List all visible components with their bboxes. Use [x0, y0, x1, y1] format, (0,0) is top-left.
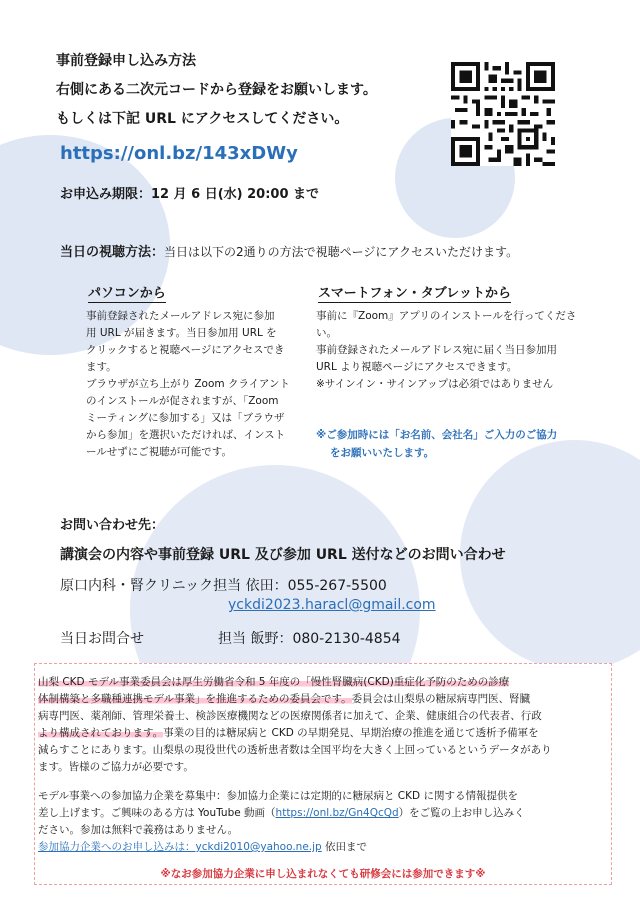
pc-section-title: パソコンから: [88, 282, 166, 303]
contact-subheading: 講演会の内容や事前登録 URL 及び参加 URL 送付などのお問い合わせ: [60, 547, 506, 563]
notice-text: [38, 674, 608, 883]
mobile-note-line2: をお願いいたします。: [330, 447, 435, 459]
contact-heading: お問い合わせ先：: [60, 518, 165, 533]
pc-line: のインストールが促されますが、「Zoom: [86, 395, 279, 407]
notice-line: 病専門医、薬剤師、管理栄養士、検診医療機関などの医療関係者に加えて、企業、健康組合の代表者、行政: [38, 710, 542, 722]
notice-text-span: ）をご覧の上お申し込みく: [398, 807, 525, 819]
viewing-method: [60, 241, 518, 260]
mobile-line: 事前登録されたメールアドレス宛に届く当日参加用: [316, 344, 557, 356]
contact-clinic: 原口内科・腎クリニック担当 依田：055-267-5500: [60, 578, 387, 594]
day-contact-person: 担当 飯野：080-2130-4854: [218, 631, 401, 647]
pc-line: 用 URL が届きます。当日参加用 URL を: [86, 327, 277, 339]
notice-text-span: 事業の目的は糖尿病と CKD の早期発見、早期治療の推進を通じて透析予備軍を: [163, 727, 539, 739]
mobile-line: URL より視聴ページにアクセスできます。: [316, 361, 518, 373]
pc-line: ールせずにご視聴が可能です。: [86, 446, 232, 458]
viewing-label: 当日の視聴方法：: [60, 245, 165, 260]
youtube-link[interactable]: https://onl.bz/Gn4QcQd: [275, 807, 399, 819]
notice-line: モデル事業への参加協力企業を募集中：参加協力企業には定期的に糖尿病と CKD に関する情報提供を: [38, 790, 518, 802]
registration-url[interactable]: https://onl.bz/143xDWy: [60, 143, 298, 164]
mobile-note-line1: ※ご参加時には「お名前、会社名」ご入力のご協力: [316, 429, 558, 441]
notice-highlight: より構成されております。: [38, 727, 164, 739]
notice-line: ださい。参加は無料で義務はありません。: [38, 824, 239, 836]
notice-highlight: 体制構築と多職種連携モデル事業」を推進するための委員会です。: [38, 693, 352, 705]
pc-line: クリックすると視聴ページにアクセスでき: [86, 344, 285, 356]
contact-email[interactable]: yckdi2023.haracl@gmail.com: [228, 597, 436, 613]
mobile-instructions: [316, 308, 596, 393]
notice-line: 減らすことにあります。山梨県の現役世代の透析患者数は全国平均を大きく上回っているというデータがあり: [38, 744, 552, 756]
deadline: [60, 183, 319, 202]
registration-line2: もしくは下記 URL にアクセスしてください。: [56, 111, 349, 127]
notice-highlight: 山梨 CKD モデル事業委員会は厚生労働省令和 5 年度の「慢性腎臓病(CKD)重症化予防のための診療: [38, 676, 510, 688]
qr-code[interactable]: [451, 62, 555, 166]
footer-note: ※なお参加協力企業に申し込まれなくても研修会には参加できます※: [160, 868, 486, 880]
notice-line: ます。皆様のご協力が必要です。: [38, 761, 194, 773]
registration-line1: 右側にある二次元コードから登録をお願いします。: [56, 82, 377, 98]
registration-heading: 事前登録申し込み方法: [56, 53, 196, 69]
pc-line: ブラウザが立ち上がり Zoom クライアント: [86, 378, 290, 390]
viewing-text: 当日は以下の2通りの方法で視聴ページにアクセスいただけます。: [164, 245, 519, 259]
mobile-note: [316, 426, 557, 462]
apply-suffix: 依田まで: [321, 841, 368, 853]
deadline-label: お申込み期限：: [60, 187, 152, 202]
mobile-line: 事前に『Zoom』アプリのインストールを行ってくださ: [316, 310, 577, 322]
deadline-value: 12 月 6 日(水) 20:00 まで: [151, 187, 320, 202]
mobile-section-title: スマートフォン・タブレットから: [318, 282, 511, 303]
pc-line: から参加」を選択いただければ、インスト: [86, 429, 286, 441]
apply-link[interactable]: 参加協力企業へのお申し込みは：yckdi2010@yahoo.ne.jp: [38, 841, 322, 853]
pc-instructions: [86, 308, 306, 461]
pc-line: ます。: [86, 361, 117, 373]
mobile-line: い。: [316, 327, 337, 339]
notice-text-span: 委員会は山梨県の糖尿病専門医、腎臓: [351, 693, 531, 705]
pc-line: ミーティングに参加する」又は「ブラウザ: [86, 412, 285, 424]
notice-text-span: 差し上げます。ご興味のある方は YouTube 動画（: [38, 807, 276, 819]
pc-line: 事前登録されたメールアドレス宛に参加: [86, 310, 275, 322]
mobile-line: ※サインイン・サインアップは必須ではありません: [316, 378, 554, 390]
day-contact-label: 当日お問合せ: [60, 631, 144, 647]
